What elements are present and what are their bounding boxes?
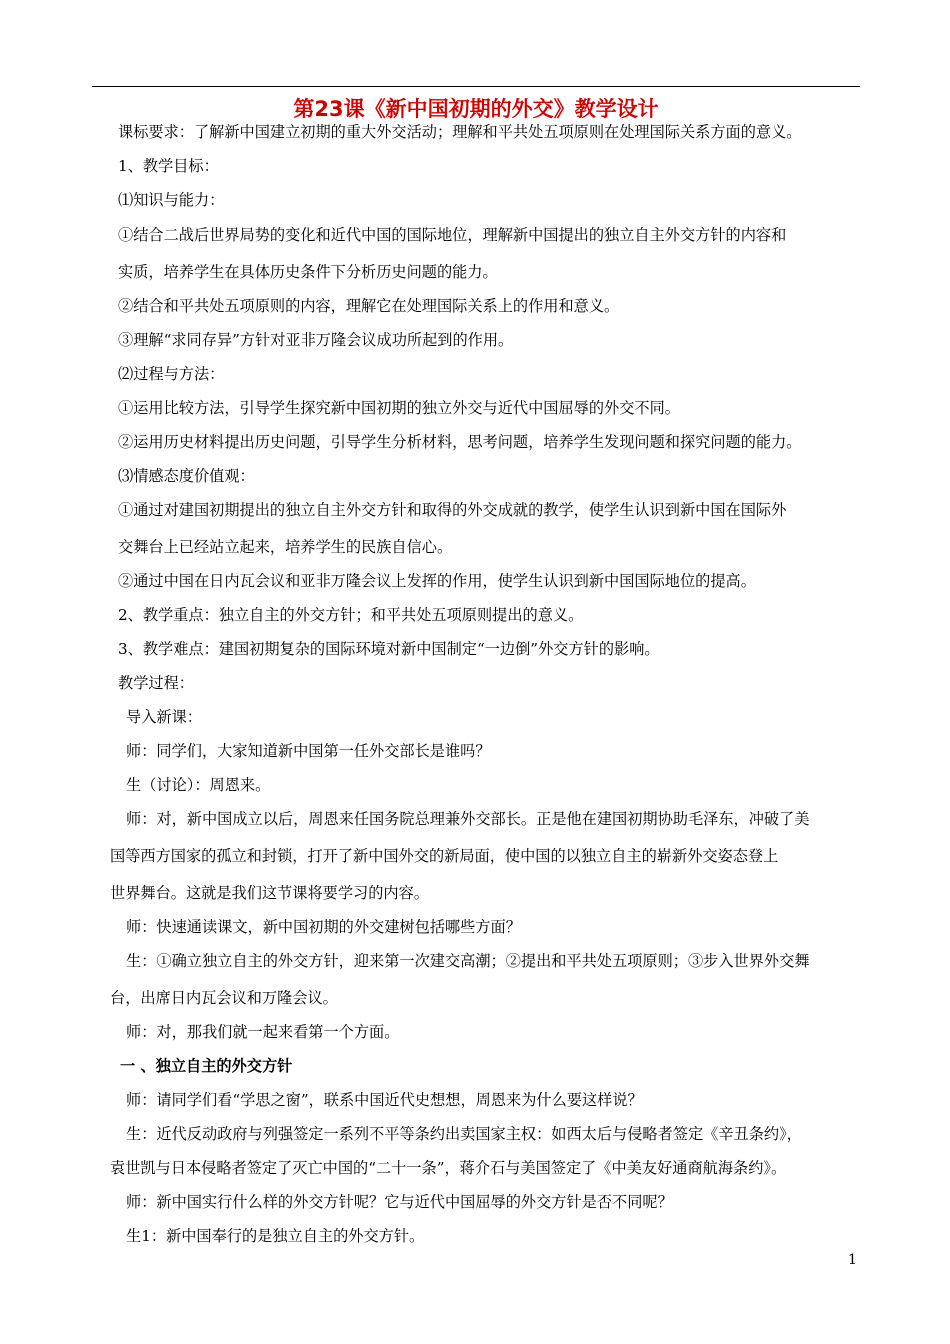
text-line: 生1：新中国奉行的是独立自主的外交方针。 <box>126 1227 425 1245</box>
text-line: ⑶情感态度价值观： <box>118 467 255 485</box>
text-line: ②运用历史材料提出历史问题，引导学生分析材料，思考问题，培养学生发现问题和探究问题的能力。 <box>118 433 802 451</box>
text-line: ②通过中国在日内瓦会议和亚非万隆会议上发挥的作用，使学生认识到新中国国际地位的提高。 <box>118 572 756 590</box>
text-line: 台，出席日内瓦会议和万隆会议。 <box>110 989 338 1007</box>
text-line: 课标要求：了解新中国建立初期的重大外交活动；理解和平共处五项原则在处理国际关系方面的意义。 <box>118 123 802 141</box>
header-rule <box>92 86 860 87</box>
text-line: 交舞台上已经站立起来，培养学生的民族自信心。 <box>118 538 453 556</box>
text-line: 师：同学们，大家知道新中国第一任外交部长是谁吗？ <box>126 742 491 760</box>
text-line: 师：新中国实行什么样的外交方针呢？它与近代中国屈辱的外交方针是否不同呢？ <box>126 1193 673 1211</box>
text-line: 世界舞台。这就是我们这节课将要学习的内容。 <box>110 884 429 902</box>
text-line: 生：①确立独立自主的外交方针，迎来第一次建交高潮；②提出和平共处五项原则；③步入世界外交舞 <box>126 952 810 970</box>
text-line: 导入新课： <box>126 708 202 726</box>
section-heading: 一 、独立自主的外交方针 <box>120 1057 293 1075</box>
document-title: 第23课《新中国初期的外交》教学设计 <box>293 97 659 121</box>
text-line: 袁世凯与日本侵略者签定了灭亡中国的“二十一条”，蒋介石与美国签定了《中美友好通商航海条约》。 <box>110 1159 787 1177</box>
text-line: 3、教学难点：建国初期复杂的国际环境对新中国制定“一边倒”外交方针的影响。 <box>118 640 660 658</box>
text-line: ⑴知识与能力： <box>118 191 225 209</box>
text-line: 生：近代反动政府与列强签定一系列不平等条约出卖国家主权：如西太后与侵略者签定《辛丑条约》， <box>126 1125 802 1143</box>
text-line: ①结合二战后世界局势的变化和近代中国的国际地位，理解新中国提出的独立自主外交方针的内容和 <box>118 226 787 244</box>
text-line: 师：对，新中国成立以后，周恩来任国务院总理兼外交部长。正是他在建国初期协助毛泽东，冲破了美 <box>126 810 810 828</box>
text-line: 实质，培养学生在具体历史条件下分析历史问题的能力。 <box>118 263 498 281</box>
text-line: 师：快速通读课文，新中国初期的外交建树包括哪些方面？ <box>126 918 521 936</box>
text-line: 生（讨论）：周恩来。 <box>126 776 271 794</box>
text-line: 2、教学重点：独立自主的外交方针；和平共处五项原则提出的意义。 <box>118 606 584 624</box>
text-line: 1、教学目标： <box>118 157 219 175</box>
text-line: ①运用比较方法，引导学生探究新中国初期的独立外交与近代中国屈辱的外交不同。 <box>118 399 680 417</box>
text-line: ①通过对建国初期提出的独立自主外交方针和取得的外交成就的教学，使学生认识到新中国在国际外 <box>118 501 787 519</box>
text-line: ③理解“求同存异”方针对亚非万隆会议成功所起到的作用。 <box>118 331 514 349</box>
text-line: ②结合和平共处五项原则的内容，理解它在处理国际关系上的作用和意义。 <box>118 297 620 315</box>
text-line: 教学过程： <box>118 674 194 692</box>
text-line: 师：对，那我们就一起来看第一个方面。 <box>126 1023 400 1041</box>
text-line: ⑵过程与方法： <box>118 365 225 383</box>
text-line: 国等西方国家的孤立和封锁，打开了新中国外交的新局面，使中国的以独立自主的崭新外交姿态登上 <box>110 847 779 865</box>
page-number: 1 <box>848 1252 857 1268</box>
text-line: 师：请同学们看“学思之窗”，联系中国近代史想想，周恩来为什么要这样说？ <box>126 1091 643 1109</box>
